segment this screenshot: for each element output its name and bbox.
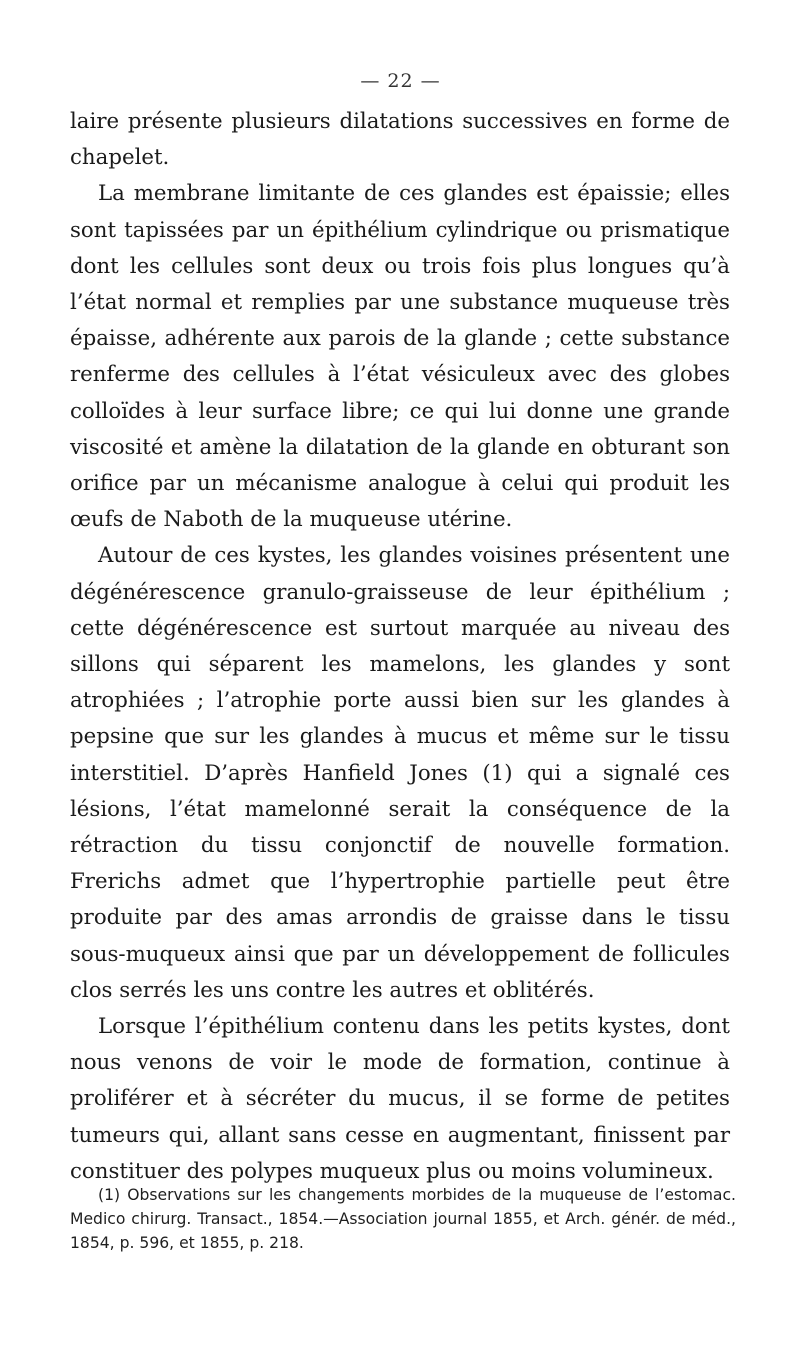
footnote: (1) Observations sur les changements morbides de la muqueuse de l’estomac. Medico chirurg. Transact., 1854.—Association journal 1855, et Arch. génér. de méd., 1854, p. 596, et 1855, p. 218. bbox=[70, 1186, 736, 1252]
paragraph-continuation: laire présente plusieurs dilatations successives en forme de chapelet. bbox=[70, 109, 730, 171]
page-number: — 22 — bbox=[360, 70, 441, 92]
paragraph-membrane: La membrane limitante de ces glandes est épaissie; elles sont tapissées par un épithélium cylindrique ou prismatique dont les cellules sont deux ou trois fois plus longues qu’à l’état normal et remplies par une substance muqueuse très épaisse, adhérente aux parois de la glande ; cette substance renferme des cellules à l’état vésiculeux avec des globes colloïdes à leur surface libre; ce qui lui donne une grande viscosité et amène la dilatation de la glande en obturant son orifice par un mécanisme analogue à celui qui produit les œufs de Naboth de la muqueuse utérine. bbox=[70, 181, 730, 533]
body-text bbox=[70, 104, 730, 1190]
paragraph-epithelium: Lorsque l’épithélium contenu dans les petits kystes, dont nous venons de voir le mode de formation, continue à proliférer et à sécréter du mucus, il se forme de petites tumeurs qui, allant sans cesse en augmentant, finissent par constituer des polypes muqueux plus ou moins volumineux. bbox=[70, 1014, 730, 1184]
paragraph-kystes: Autour de ces kystes, les glandes voisines présentent une dégénérescence granulo-graisseuse de leur épithélium ; cette dégénérescence est surtout marquée au niveau des sillons qui séparent les mamelons, les glandes y sont atrophiées ; l’atrophie porte aussi bien sur les glandes à pepsine que sur les glandes à mucus et même sur le tissu interstitiel. D’après Hanfield Jones (1) qui a signalé ces lésions, l’état mamelonné serait la conséquence de la rétraction du tissu conjonctif de nouvelle formation. Frerichs admet que l’hypertrophie partielle peut être produite par des amas arrondis de graisse dans le tissu sous-muqueux ainsi que par un développement de follicules clos serrés les uns contre les autres et oblitérés. bbox=[70, 543, 730, 1003]
